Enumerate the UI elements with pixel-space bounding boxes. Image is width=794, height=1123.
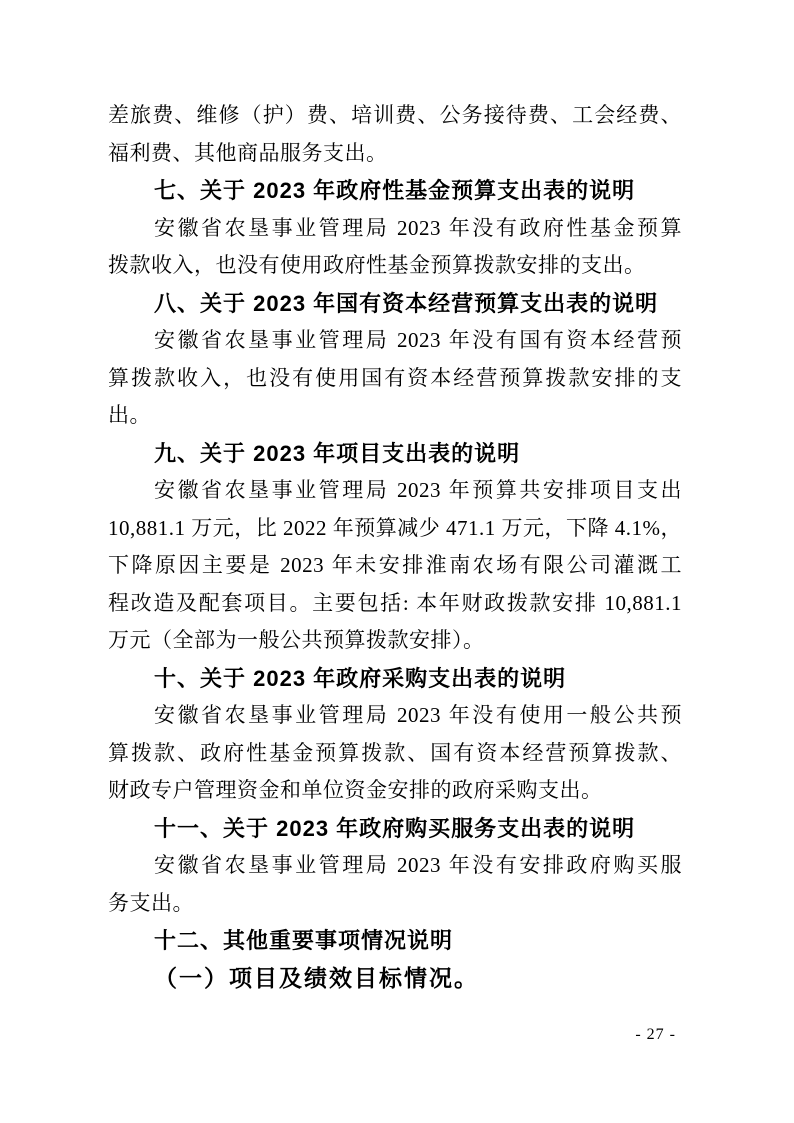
paragraph-line: 差旅费、维修（护）费、培训费、公务接待费、工会经费、 xyxy=(108,103,682,127)
paragraph-line: 安徽省农垦事业管理局 2023 年没有国有资本经营预 xyxy=(154,328,682,352)
page-number: - 27 - xyxy=(635,1026,676,1043)
paragraph-line: 程改造及配套项目。主要包括: 本年财政拨款安排 10,881.1 xyxy=(108,590,682,615)
section-heading: 七、关于 2023 年政府性基金预算支出表的说明 xyxy=(154,178,636,203)
paragraph-line: 务支出。 xyxy=(108,890,194,915)
paragraph-line: 安徽省农垦事业管理局 2023 年没有政府性基金预算 xyxy=(154,215,682,240)
section-heading: 八、关于 2023 年国有资本经营预算支出表的说明 xyxy=(154,290,659,316)
section-heading: 十、关于 2023 年政府采购支出表的说明 xyxy=(154,665,567,691)
paragraph-line: 安徽省农垦事业管理局 2023 年预算共安排项目支出 xyxy=(154,478,682,502)
sub-section-heading: （一）项目及绩效目标情况。 xyxy=(154,965,479,991)
section-heading: 十二、其他重要事项情况说明 xyxy=(154,928,454,953)
paragraph-line: 安徽省农垦事业管理局 2023 年没有使用一般公共预 xyxy=(154,703,682,727)
paragraph-line: 算拨款收入，也没有使用国有资本经营预算拨款安排的支 xyxy=(108,365,682,390)
paragraph-line: 安徽省农垦事业管理局 2023 年没有安排政府购买服 xyxy=(154,853,682,877)
paragraph-line: 算拨款、政府性基金预算拨款、国有资本经营预算拨款、 xyxy=(108,740,682,765)
paragraph-line: 10,881.1 万元，比 2022 年预算减少 471.1 万元，下降 4.1%， xyxy=(108,515,682,540)
paragraph-line: 万元（全部为一般公共预算拨款安排）。 xyxy=(108,628,485,652)
paragraph-line: 福利费、其他商品服务支出。 xyxy=(108,140,388,165)
paragraph-line: 下降原因主要是 2023 年未安排淮南农场有限公司灌溉工 xyxy=(108,553,682,577)
section-heading: 九、关于 2023 年项目支出表的说明 xyxy=(154,440,521,466)
section-heading: 十一、关于 2023 年政府购买服务支出表的说明 xyxy=(154,815,636,841)
paragraph-line: 拨款收入，也没有使用政府性基金预算拨款安排的支出。 xyxy=(108,253,646,277)
paragraph-line: 出。 xyxy=(108,403,151,427)
paragraph-line: 财政专户管理资金和单位资金安排的政府采购支出。 xyxy=(108,778,603,802)
document-body xyxy=(108,97,682,997)
